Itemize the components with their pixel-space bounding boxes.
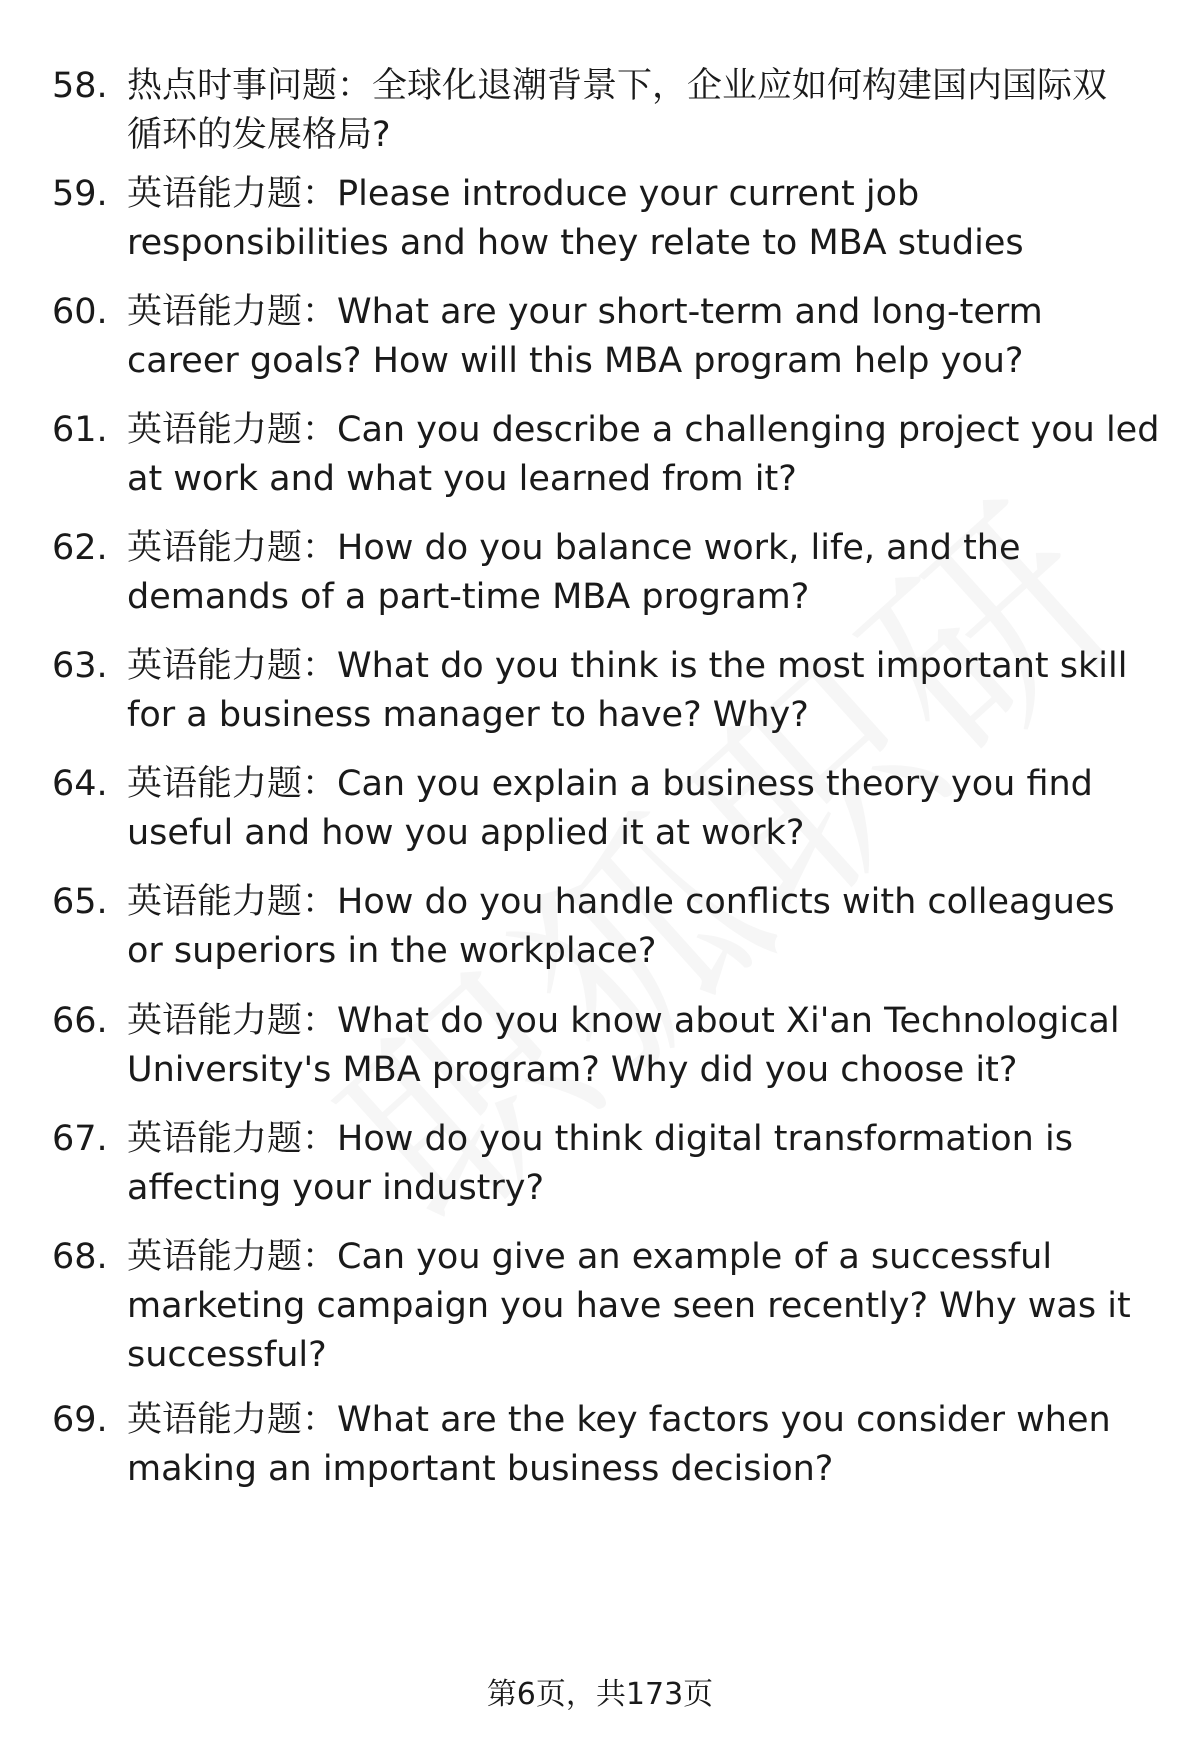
question-text: 英语能力题：What are the key factors you consider when making an important business decision?	[127, 1400, 1111, 1489]
question-text: 英语能力题：What do you think is the most important skill for a business manager to have? Why?	[127, 646, 1128, 735]
question-number: 61.	[52, 410, 108, 450]
question-text: 英语能力题：What do you know about Xi'an Technological University's MBA program? Why did you choose it?	[127, 1001, 1120, 1090]
question-number: 63.	[52, 646, 108, 686]
question-text: 英语能力题：What are your short-term and long-term career goals? How will this MBA program help you?	[127, 292, 1043, 381]
question-number: 64.	[52, 764, 108, 804]
question-text: 英语能力题：Please introduce your current job responsibilities and how they relate to MBA studies	[127, 174, 1024, 263]
question-number: 62.	[52, 528, 108, 568]
question-text: 英语能力题：Can you explain a business theory you find useful and how you applied it at work?	[127, 764, 1093, 853]
question-number: 68.	[52, 1237, 108, 1277]
question-text: 英语能力题：How do you think digital transformation is affecting your industry?	[127, 1119, 1073, 1208]
question-number: 65.	[52, 882, 108, 922]
question-text: 热点时事问题：全球化退潮背景下，企业应如何构建国内国际双 循环的发展格局?	[127, 66, 1108, 155]
question-number: 69.	[52, 1400, 108, 1440]
question-number: 60.	[52, 292, 108, 332]
page-indicator: 第6页，共173页	[486, 1677, 714, 1712]
question-text: 英语能力题：Can you describe a challenging project you led at work and what you learned from it?	[127, 410, 1160, 499]
question-number: 59.	[52, 174, 108, 214]
question-text: 英语能力题：How do you handle conflicts with colleagues or superiors in the workplace?	[127, 882, 1115, 971]
question-text: 英语能力题：How do you balance work, life, and the demands of a part-time MBA program?	[127, 528, 1021, 617]
question-text: 英语能力题：Can you give an example of a successful marketing campaign you have seen recently? Why was it successful?	[127, 1237, 1131, 1375]
question-number: 67.	[52, 1119, 108, 1159]
question-number: 58.	[52, 66, 108, 106]
question-number: 66.	[52, 1001, 108, 1041]
